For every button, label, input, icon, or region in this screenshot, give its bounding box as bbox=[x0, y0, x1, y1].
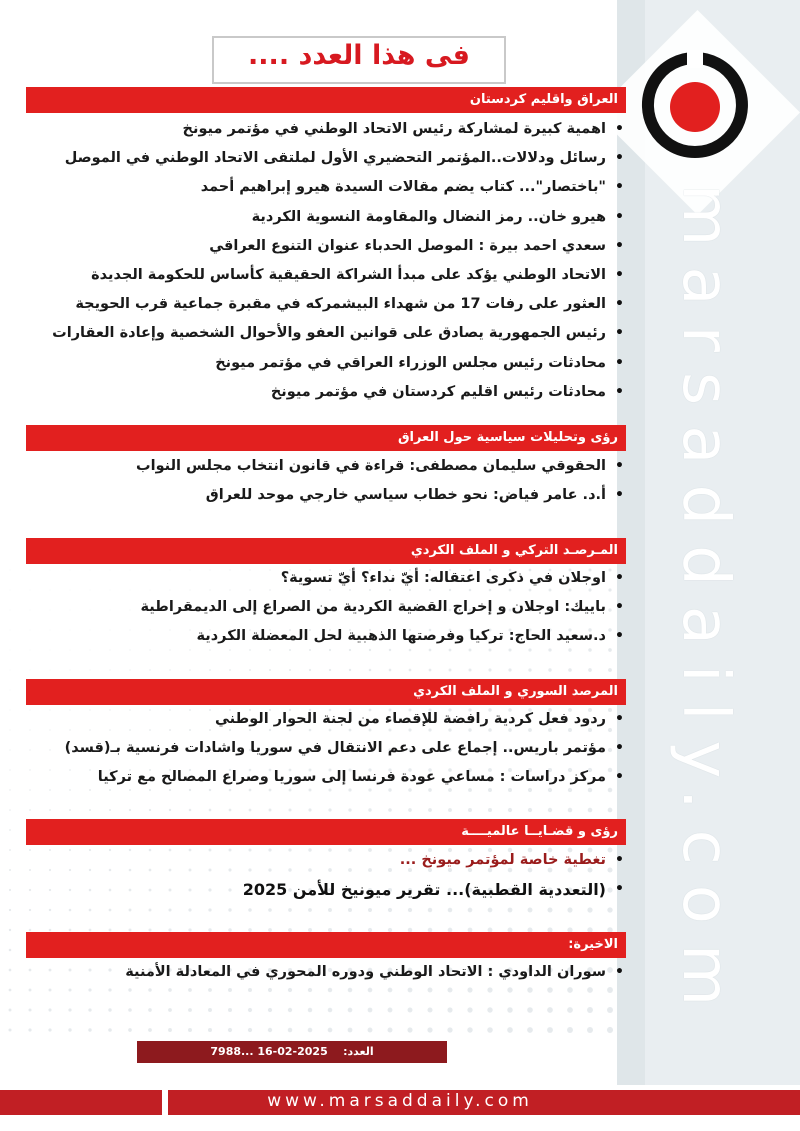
list-item[interactable]: • اهمية كبيرة لمشاركة رئيس الاتحاد الوطني في مؤتمر ميونخ bbox=[26, 115, 636, 144]
section-header-iraq-kurdistan: العراق واقليم كردستان bbox=[26, 87, 626, 113]
side-watermark-url: marsaddaily.com bbox=[668, 183, 742, 1027]
marsad-logo-icon bbox=[640, 50, 750, 160]
list-item[interactable]: • رسائل ودلالات..المؤتمر التحضيري الأول لملتقى الاتحاد الوطني في الموصل bbox=[26, 144, 636, 173]
section-header-iraq-analysis: رؤى وتحليلات سياسية حول العراق bbox=[26, 425, 626, 451]
footer-url-link[interactable]: www.marsaddaily.com bbox=[267, 1091, 533, 1111]
list-item[interactable]: • سوران الداودي : الاتحاد الوطني ودوره المحوري في المعادلة الأمنية bbox=[26, 958, 636, 987]
list-item[interactable]: • باييك: اوجلان و إخراج القضية الكردية من الصراع إلى الديمقراطية bbox=[26, 593, 636, 622]
section-header-global-issues: رؤى و قضـايــا عالميــــة bbox=[26, 819, 626, 845]
issue-number-bar bbox=[137, 1041, 447, 1063]
list-item[interactable]: • ردود فعل كردية رافضة للإقصاء من لجنة الحوار الوطني bbox=[26, 705, 636, 734]
list-item[interactable]: • د.سعيد الحاج: تركيا وفرصتها الذهبية لحل المعضلة الكردية bbox=[26, 622, 636, 651]
section-header-syrian-observatory: المرصد السوري و الملف الكردي bbox=[26, 679, 626, 705]
list-item[interactable]: • رئيس الجمهورية يصادق على قوانين العفو والأحوال الشخصية وإعادة العقارات bbox=[26, 319, 636, 348]
page-title: فى هذا العدد .... bbox=[248, 40, 470, 71]
issue-number-date: 7988... 16-02-2025 bbox=[210, 1045, 328, 1058]
section-list-syrian-observatory bbox=[26, 705, 636, 793]
section-list-turkish-observatory bbox=[26, 564, 636, 652]
list-item[interactable]: • سعدي احمد بيرة : الموصل الحدباء عنوان التنوع العراقي bbox=[26, 232, 636, 261]
section-list-iraq-analysis bbox=[26, 452, 636, 510]
list-item[interactable]: • "باختصار"... كتاب يضم مقالات السيدة هيرو إبراهيم أحمد bbox=[26, 173, 636, 202]
list-item[interactable]: • مؤتمر باريس.. إجماع على دعم الانتقال في سوريا واشادات فرنسية بـ(قسد) bbox=[26, 734, 636, 763]
section-list-iraq-kurdistan bbox=[26, 115, 636, 407]
section-list-last-page bbox=[26, 958, 636, 987]
list-item[interactable]: • اوجلان في ذكرى اعتقاله: أيّ نداء؟ أيّ تسوية؟ bbox=[26, 564, 636, 593]
list-item[interactable]: • العثور على رفات 17 من شهداء البيشمركه في مقبرة جماعية قرب الحويجة bbox=[26, 290, 636, 319]
list-item[interactable]: • تغطية خاصة لمؤتمر ميونخ ... bbox=[26, 846, 636, 875]
section-list-global-issues bbox=[26, 846, 636, 904]
list-item[interactable]: • محادثات رئيس مجلس الوزراء العراقي في مؤتمر ميونخ bbox=[26, 349, 636, 378]
issue-label: العدد: bbox=[343, 1045, 374, 1058]
list-item[interactable]: • (التعددية القطبية)... تقرير ميونيخ للأمن 2025 bbox=[26, 875, 636, 904]
section-header-turkish-observatory: المـرصـد التركي و الملف الكردي bbox=[26, 538, 626, 564]
list-item[interactable]: • مركز دراسات : مساعي عودة فرنسا إلى سوريا وصراع المصالح مع تركيا bbox=[26, 763, 636, 792]
list-item[interactable]: • الاتحاد الوطني يؤكد على مبدأ الشراكة الحقيقية كأساس للحكومة الجديدة bbox=[26, 261, 636, 290]
list-item[interactable]: • الحقوقي سليمان مصطفى: قراءة في قانون انتخاب مجلس النواب bbox=[26, 452, 636, 481]
list-item[interactable]: • محادثات رئيس اقليم كردستان في مؤتمر ميونخ bbox=[26, 378, 636, 407]
list-item[interactable]: • هيرو خان.. رمز النضال والمقاومة النسوية الكردية bbox=[26, 203, 636, 232]
list-item[interactable]: • أ.د. عامر فياض: نحو خطاب سياسي خارجي موحد للعراق bbox=[26, 481, 636, 510]
section-header-last-page: الاخيرة: bbox=[26, 932, 626, 958]
